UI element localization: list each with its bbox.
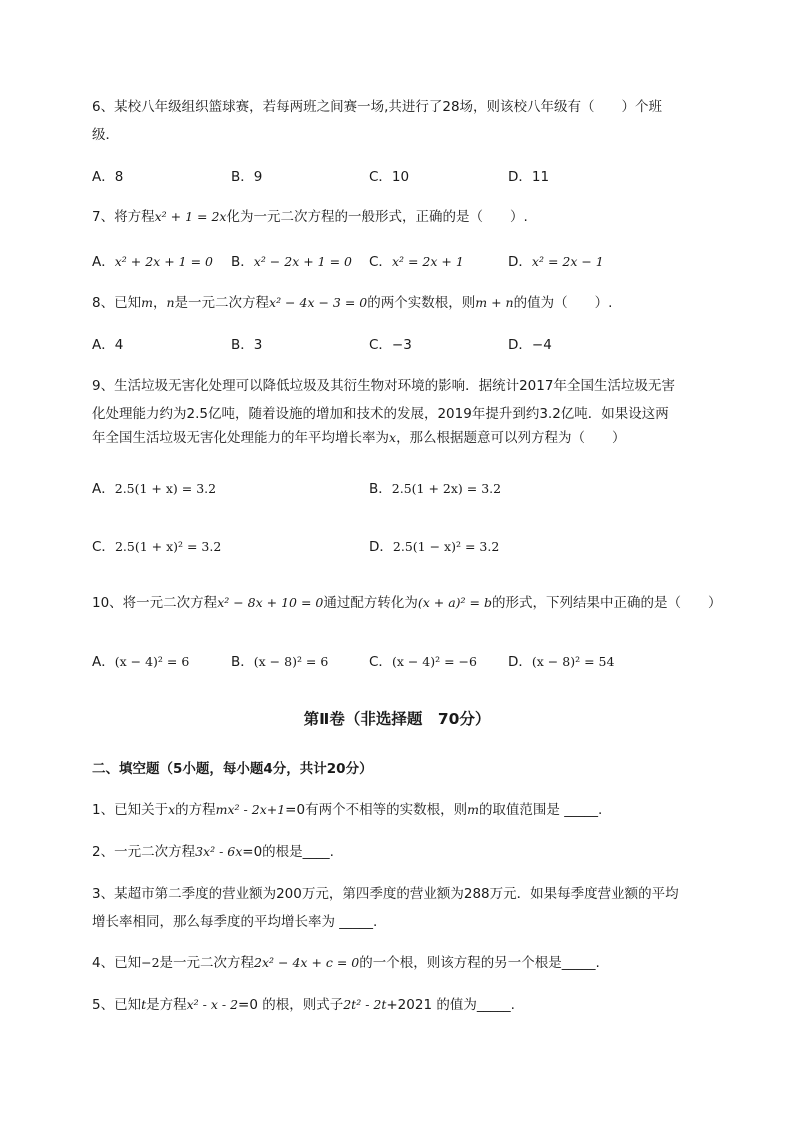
q10-option-a: A．(x − 4)² = 6 <box>92 654 190 670</box>
q8-option-c: C．−3 <box>369 337 412 353</box>
q7-option-c: C．x² = 2x + 1 <box>369 254 464 270</box>
fill-q3-line1: 3、某超市第二季度的营业额为200万元，第四季度的营业额为288万元．如果每季度营业额的平均 <box>92 886 679 902</box>
fill-q4-equation: 2x² − 4x + c = 0 <box>254 955 360 970</box>
q6-option-c: C．10 <box>369 169 410 185</box>
q9-option-a: A．2.5(1 + x) = 3.2 <box>92 481 217 497</box>
fill-q1-equation: mx² - 2x+1 <box>215 802 286 817</box>
q9-option-b: B．2.5(1 + 2x) = 3.2 <box>369 481 502 497</box>
q6-line1: 6、某校八年级组织篮球赛，若每两班之间赛一场,共进行了28场，则该校八年级有（ ）个班 <box>92 99 663 115</box>
q9-line3: 年全国生活垃圾无害化处理能力的年平均增长率为x，那么根据题意可以列方程为（ ） <box>92 430 626 446</box>
q10-option-d: D．(x − 8)² = 54 <box>508 654 615 670</box>
q8-var-n: n <box>166 295 175 310</box>
part2-title: 第Ⅱ卷（非选择题 70分） <box>303 710 491 728</box>
fill-q2-equation: 3x² - 6x <box>195 844 243 859</box>
q10-form: (x + a)² = b <box>417 595 492 610</box>
q8-equation: x² − 4x − 3 = 0 <box>269 295 368 310</box>
fill-q4: 4、已知−2是一元二次方程2x² − 4x + c = 0的一个根，则该方程的另一个根是_____. <box>92 955 600 971</box>
q7-option-b: B．x² − 2x + 1 = 0 <box>231 254 352 270</box>
fill-q5-expr: 2t² - 2t <box>343 997 387 1012</box>
fill-q5-equation: x² - x - 2 <box>186 997 239 1012</box>
q6-option-d: D．11 <box>508 169 550 185</box>
section2-title: 二、填空题（5小题，每小题4分，共计20分） <box>92 761 373 777</box>
q7-equation: x² + 1 = 2x <box>154 209 227 224</box>
q6-option-a: A．8 <box>92 169 124 185</box>
q9-line1: 9、生活垃圾无害化处理可以降低垃圾及其衍生物对环境的影响．据统计2017年全国生活垃圾无害 <box>92 378 675 394</box>
q10-option-b: B．(x − 8)² = 6 <box>231 654 329 670</box>
q8-option-d: D．−4 <box>508 337 552 353</box>
q8-option-a: A．4 <box>92 337 124 353</box>
q8-option-b: B．3 <box>231 337 263 353</box>
q8-expr: m + n <box>475 295 514 310</box>
q9-option-d: D．2.5(1 − x)² = 3.2 <box>369 539 500 555</box>
q8-stem: 8、已知m，n是一元二次方程x² − 4x − 3 = 0的两个实数根，则m + n的值为（ ）. <box>92 295 613 311</box>
q10-option-c: C．(x − 4)² = −6 <box>369 654 477 670</box>
q9-var-x: x <box>389 430 397 445</box>
q7-stem <box>92 207 528 227</box>
q10-equation: x² − 8x + 10 = 0 <box>217 595 324 610</box>
fill-q2: 2、一元二次方程3x² - 6x=0的根是____. <box>92 844 334 860</box>
q10-stem: 10、将一元二次方程x² − 8x + 10 = 0通过配方转化为(x + a)² = b的形式，下列结果中正确的是（ ） <box>92 595 722 611</box>
fill-q1: 1、已知关于x的方程mx² - 2x+1=0有两个不相等的实数根，则m的取值范围是 _____. <box>92 802 603 818</box>
q7-prefix: 7、将方程 <box>92 209 155 225</box>
q7-suffix: 化为一元二次方程的一般形式，正确的是（ ）. <box>226 209 528 225</box>
q7-option-a: A．x² + 2x + 1 = 0 <box>92 254 213 270</box>
q8-var-m: m <box>141 295 153 310</box>
q6-option-b: B．9 <box>231 169 263 185</box>
q9-option-c: C．2.5(1 + x)² = 3.2 <box>92 539 222 555</box>
fill-q5: 5、已知t是方程x² - x - 2=0 的根，则式子2t² - 2t+2021 的值为_____. <box>92 997 515 1013</box>
q9-line2: 化处理能力约为2.5亿吨，随着设施的增加和技术的发展，2019年提升到约3.2亿吨．如果设这两 <box>92 406 669 422</box>
fill-q3-line2: 增长率相同，那么每季度的平均增长率为 _____. <box>92 914 378 930</box>
q7-option-d: D．x² = 2x − 1 <box>508 254 604 270</box>
q6-line2: 级． <box>92 127 119 143</box>
